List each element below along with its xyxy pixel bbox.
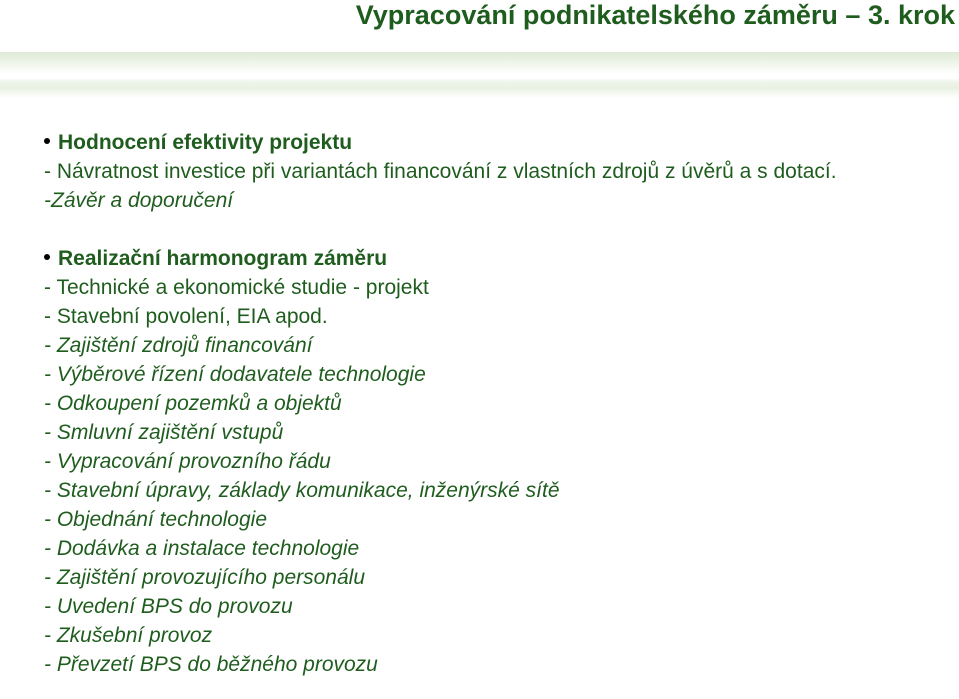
section-heading-text: Hodnocení efektivity projektu [58, 131, 353, 154]
list-item: - Odkoupení pozemků a objektů [44, 392, 342, 415]
slide-content [44, 128, 944, 679]
list-item: - Zkušební provoz [44, 624, 213, 647]
bullet-icon [44, 254, 50, 260]
list-item: - Zajištění provozujícího personálu [44, 566, 365, 589]
list-item: - Smluvní zajištění vstupů [44, 421, 284, 444]
list-item: - Objednání technologie [44, 508, 267, 531]
list-item: - Uvedení BPS do provozu [44, 595, 293, 618]
list-item: - Stavební povolení, EIA apod. [44, 305, 328, 328]
section-heading-efficiency [44, 128, 944, 157]
decorative-band [0, 52, 959, 98]
list-item: - Stavební úpravy, základy komunikace, inženýrské sítě [44, 479, 560, 502]
section-heading-schedule [44, 244, 944, 273]
list-item: - Vypracování provozního řádu [44, 450, 331, 473]
list-item: - Dodávka a instalace technologie [44, 537, 360, 560]
list-item: - Výběrové řízení dodavatele technologie [44, 363, 426, 386]
list-item: - Technické a ekonomické studie - projekt [44, 276, 429, 299]
list-item: - Zajištění zdrojů financování [44, 334, 313, 357]
section-heading-text: Realizační harmonogram záměru [58, 247, 388, 270]
list-item: - Převzetí BPS do běžného provozu [44, 653, 378, 676]
slide-title: Vypracování podnikatelského záměru – 3. krok [355, 0, 955, 30]
list-item: - Návratnost investice při variantách financování z vlastních zdrojů z úvěrů a s dotací. [44, 160, 837, 183]
bullet-icon [44, 138, 50, 144]
list-item: -Závěr a doporučení [44, 189, 234, 212]
